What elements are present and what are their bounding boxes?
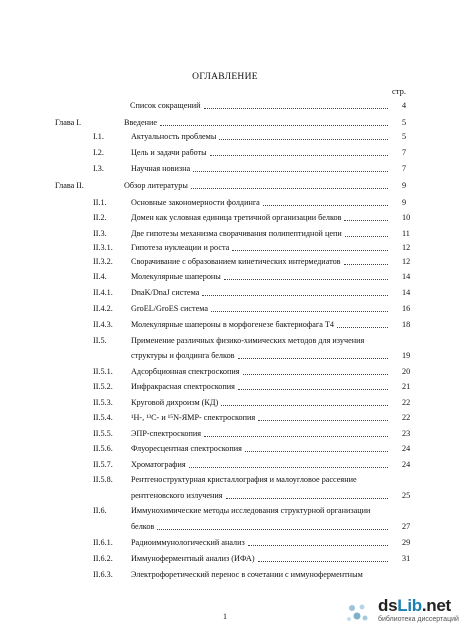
toc-entry-page: 5 (402, 132, 407, 141)
toc-entry-number: II.3.2. (93, 257, 113, 266)
toc-entry-title: Основные закономерности фолдинга (131, 198, 260, 207)
toc-entry-title: структуры и фолдинга белков (131, 351, 235, 360)
toc-entry-title: ¹H-, ¹³C- и ¹⁵N-ЯМР- спектроскопия (131, 413, 256, 422)
toc-entry-page: 4 (402, 101, 407, 110)
toc-entry-page: 22 (402, 413, 411, 422)
toc-entry-title: Молекулярные шапероны (131, 272, 221, 281)
toc-entry-number: II.5.8. (93, 475, 113, 484)
toc-entry-page: 14 (402, 272, 411, 281)
toc-entry-page: 9 (402, 198, 407, 207)
toc-entry-page: 29 (402, 538, 411, 547)
toc-leader-dots (258, 413, 388, 421)
page-column-label: стр. (392, 86, 406, 96)
toc-entry-page: 31 (402, 554, 411, 563)
toc-leader-dots (157, 522, 388, 530)
toc-entry-number: II.4.1. (93, 288, 113, 297)
watermark-subtitle: библиотека диссертаций (378, 616, 459, 623)
toc-leader-dots (344, 257, 388, 265)
watermark-logo: dsLib.net (378, 596, 451, 615)
toc-entry-page: 27 (402, 522, 411, 531)
toc-entry-number: II.5.7. (93, 460, 113, 469)
toc-entry-title: Адсорбционная спектроскопия (131, 367, 240, 376)
toc-entry-number: II.4.3. (93, 320, 113, 329)
page-title: ОГЛАВЛЕНИЕ (192, 72, 258, 82)
toc-entry-title: Гипотеза нуклеации и роста (131, 243, 230, 252)
toc-leader-dots (248, 538, 388, 546)
toc-leader-dots (191, 181, 388, 189)
toc-leader-dots (258, 554, 388, 562)
toc-leader-dots (160, 118, 388, 126)
toc-entry-page: 7 (402, 164, 407, 173)
toc-entry-title: Сворачивание с образованием кинетических интермедиатов (131, 257, 341, 266)
toc-entry-title: Актуальность проблемы (131, 132, 217, 141)
toc-entry-title: Радиоиммунологический анализ (131, 538, 245, 547)
toc-entry-number: II.6.1. (93, 538, 113, 547)
toc-entry-number: II.6.2. (93, 554, 113, 563)
toc-entry-number: Глава II. (55, 181, 84, 190)
toc-leader-dots (193, 164, 388, 172)
toc-leader-dots (337, 320, 388, 328)
toc-entry-number: I.2. (93, 148, 104, 157)
toc-entry-number: I.1. (93, 132, 104, 141)
toc-entry-page: 21 (402, 382, 411, 391)
toc-entry-number: II.2. (93, 213, 107, 222)
toc-entry-page: 9 (402, 181, 407, 190)
toc-entry-title: Домен как условная единица третичной организации белков (131, 213, 342, 222)
toc-entry-page: 23 (402, 429, 411, 438)
toc-entry-page: 18 (402, 320, 411, 329)
toc-entry-number: II.5.1. (93, 367, 113, 376)
toc-entry-number: II.3.1. (93, 243, 113, 252)
toc-entry-number: II.5.2. (93, 382, 113, 391)
page-number: 1 (223, 612, 227, 621)
toc-entry-page: 10 (402, 213, 411, 222)
toc-entry-title: Круговой дихроизм (КД) (131, 398, 219, 407)
toc-entry-title: Иммунохимические методы исследования структурной организации (131, 506, 371, 515)
toc-entry-page: 20 (402, 367, 411, 376)
toc-entry-number: II.3. (93, 229, 107, 238)
toc-entry-number: II.5.6. (93, 444, 113, 453)
toc-leader-dots (245, 444, 388, 452)
toc-entry-title: Научная новизна (131, 164, 191, 173)
toc-entry-title: белков (131, 522, 155, 531)
toc-leader-dots (238, 382, 388, 390)
toc-leader-dots (238, 351, 388, 359)
toc-entry-title: Введение (124, 118, 158, 127)
toc-entry-page: 22 (402, 398, 411, 407)
toc-entry-title: Иммуноферментный анализ (ИФА) (131, 554, 255, 563)
toc-entry-number: II.4. (93, 272, 107, 281)
toc-entry-number: II.5. (93, 336, 107, 345)
toc-leader-dots (211, 304, 388, 312)
toc-leader-dots (202, 288, 388, 296)
toc-entry-page: 19 (402, 351, 411, 360)
toc-entry-number: II.6. (93, 506, 107, 515)
toc-leader-dots (219, 132, 388, 140)
toc-entry-page: 16 (402, 304, 411, 313)
toc-leader-dots (263, 198, 388, 206)
toc-entry-number: I.3. (93, 164, 104, 173)
toc-leader-dots (204, 429, 388, 437)
toc-entry-page: 12 (402, 257, 411, 266)
toc-entry-title: рентгеновского излучения (131, 491, 223, 500)
toc-leader-dots (345, 229, 388, 237)
toc-entry-page: 11 (402, 229, 410, 238)
toc-entry-title: Молекулярные шапероны в морфогенезе бактериофага T4 (131, 320, 334, 329)
toc-entry-title: Инфракрасная спектроскопия (131, 382, 235, 391)
toc-leader-dots (243, 367, 388, 375)
watermark (342, 596, 459, 630)
toc-entry-page: 25 (402, 491, 411, 500)
toc-entry-number: II.5.5. (93, 429, 113, 438)
toc-entry-title: Список сокращений (130, 101, 201, 110)
toc-leader-dots (226, 491, 388, 499)
toc-leader-dots (221, 398, 388, 406)
toc-leader-dots (204, 101, 389, 109)
toc-leader-dots (344, 213, 388, 221)
toc-entry-page: 24 (402, 444, 411, 453)
toc-entry-title: Флуоресцентная спектроскопия (131, 444, 242, 453)
toc-entry-number: II.5.3. (93, 398, 113, 407)
toc-leader-dots (189, 460, 388, 468)
toc-leader-dots (232, 243, 388, 251)
dslib-logo-icon (342, 598, 372, 628)
toc-entry-page: 12 (402, 243, 411, 252)
toc-entry-title: Применение различных физико-химических методов для изучения (131, 336, 365, 345)
toc-leader-dots (224, 272, 388, 280)
toc-entry-number: II.5.4. (93, 413, 113, 422)
toc-entry-title: GroEL/GroES система (131, 304, 208, 313)
toc-entry-number: II.4.2. (93, 304, 113, 313)
toc-entry-title: ЭПР-спектроскопия (131, 429, 202, 438)
toc-entry-page: 14 (402, 288, 411, 297)
toc-entry-number: Глава I. (55, 118, 82, 127)
toc-entry-number: II.6.3. (93, 570, 113, 579)
toc-entry-title: Обзор литературы (124, 181, 188, 190)
toc-entry-number: II.1. (93, 198, 107, 207)
toc-entry-page: 24 (402, 460, 411, 469)
toc-entry-title: Цель и задачи работы (131, 148, 207, 157)
toc-entry-title: Рентгеноструктурная кристаллография и малоугловое рассеяние (131, 475, 357, 484)
toc-leader-dots (210, 148, 388, 156)
toc-entry-page: 5 (402, 118, 407, 127)
toc-entry-title: Электрофоретический перенос в сочетании с иммуноферментным (131, 570, 363, 579)
toc-entry-page: 7 (402, 148, 407, 157)
toc-entry-title: Две гипотезы механизма сворачивания полипептидной цепи (131, 229, 342, 238)
toc-entry-title: Хроматография (131, 460, 186, 469)
toc-entry-title: DnaK/DnaJ система (131, 288, 200, 297)
